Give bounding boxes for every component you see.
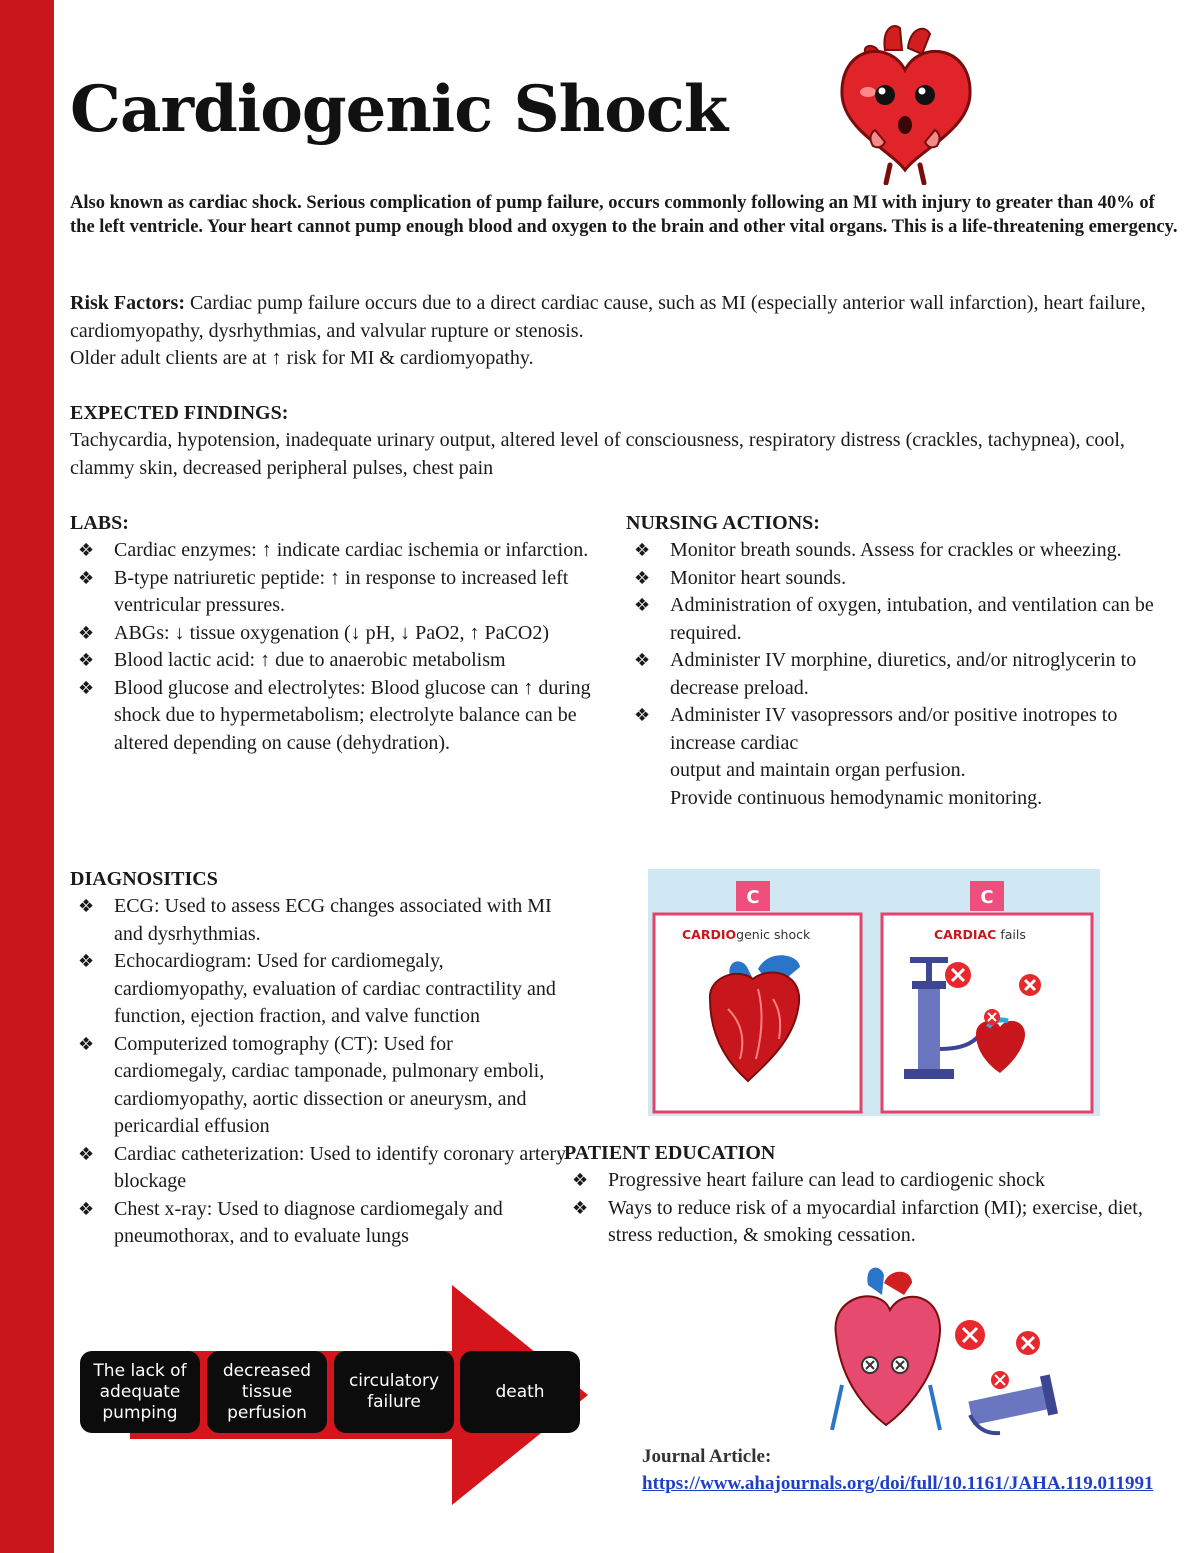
flow-step-3: circulatory failure	[334, 1351, 454, 1433]
labs-section	[70, 510, 630, 757]
patient-education-heading: PATIENT EDUCATION	[564, 1142, 776, 1164]
list-item: ❖ Administer IV morphine, diuretics, and/or nitroglycerin to decrease preload.	[634, 649, 1137, 699]
x-mark-icon	[984, 1009, 1000, 1025]
expected-findings-text: Tachycardia, hypotension, inadequate urinary output, altered level of consciousness, respiratory distress (crackles, tachypnea), cool, clammy skin, decreased peripheral pulses, chest pain	[70, 429, 1125, 479]
diamond-bullet-icon: ❖	[634, 650, 651, 671]
diamond-bullet-icon: ❖	[78, 677, 95, 699]
risk-factors	[70, 290, 1180, 373]
diamond-bullet-icon: ❖	[78, 1198, 95, 1220]
risk-factors-text: Cardiac pump failure occurs due to a direct cardiac cause, such as MI (especially anterior wall infarction), heart failure, cardiomyopathy, dysrhythmias, and valvular rupture or stenosis.	[70, 292, 1146, 342]
diagnostics-section	[70, 866, 570, 1251]
patient-education-section	[564, 1140, 1164, 1250]
list-item: ❖ Blood glucose and electrolytes: Blood glucose can ↑ during shock due to hypermetabolism; electrolyte balance can be altered depending on cause (dehydration).	[78, 676, 591, 754]
left-letter: C	[746, 887, 760, 908]
intro-paragraph: Also known as cardiac shock. Serious complication of pump failure, occurs commonly following an MI with injury to greater than 40% of the left ventricle. Your heart cannot pump enough blood and oxygen to the brain and other vital organs. This is a life-threatening emergency.	[70, 193, 1178, 237]
list-item-continuation: Provide continuous hemodynamic monitoring.	[670, 786, 1043, 809]
list-item: ❖ ECG: Used to assess ECG changes associated with MI and dysrhythmias.	[78, 895, 552, 945]
list-item: ❖ Ways to reduce risk of a myocardial infarction (MI); exercise, diet, stress reduction, & smoking cessation.	[572, 1196, 1143, 1246]
list-item: ❖ Blood lactic acid: ↑ due to anaerobic metabolism	[70, 647, 630, 675]
nursing-actions-section	[626, 510, 1186, 812]
list-item: ❖ Administration of oxygen, intubation, and ventilation can be required.	[634, 594, 1154, 644]
sad-heart-with-pump-illustration	[820, 1265, 1090, 1450]
diamond-bullet-icon: ❖	[634, 540, 651, 561]
diamond-bullet-icon: ❖	[78, 650, 95, 671]
x-mark-icon	[945, 962, 971, 988]
flow-step-4: death	[460, 1351, 580, 1433]
list-item: ❖ Monitor breath sounds. Assess for crackles or wheezing.	[626, 537, 1186, 565]
scared-heart-illustration	[830, 20, 980, 185]
diamond-bullet-icon: ❖	[78, 567, 95, 589]
list-item: ❖ Cardiac enzymes: ↑ indicate cardiac ischemia or infarction.	[70, 537, 630, 565]
diamond-bullet-icon: ❖	[78, 896, 95, 917]
list-item: ❖ Echocardiogram: Used for cardiomegaly, cardiomyopathy, evaluation of cardiac contractility and function, ejection fraction, and valve function	[78, 950, 556, 1027]
labs-heading: LABS:	[70, 512, 129, 534]
journal-link[interactable]: https://www.ahajournals.org/doi/full/10.1161/JAHA.119.011991	[642, 1473, 1154, 1494]
journal-label: Journal Article:	[642, 1446, 772, 1467]
list-item: ❖ Computerized tomography (CT): Used for cardiomegaly, cardiac tamponade, pulmonary emboli, cardiomyopathy, aortic dissection or aneurysm, and pericardial effusion	[78, 1032, 545, 1137]
diamond-bullet-icon: ❖	[572, 1197, 589, 1219]
diamond-bullet-icon: ❖	[634, 595, 651, 616]
svg-text:CARDIOgenic shock	[682, 927, 811, 942]
diamond-bullet-icon: ❖	[78, 1033, 95, 1055]
list-item: ❖ Administer IV vasopressors and/or positive inotropes to increase cardiac	[634, 704, 1118, 754]
diamond-bullet-icon: ❖	[78, 622, 95, 644]
diamond-bullet-icon: ❖	[78, 951, 95, 972]
list-item: ❖ Chest x-ray: Used to diagnose cardiomegaly and pneumothorax, and to evaluate lungs	[78, 1197, 503, 1247]
expected-findings-heading: EXPECTED FINDINGS:	[70, 402, 289, 424]
diamond-bullet-icon: ❖	[634, 567, 651, 589]
diagnostics-heading: DIAGNOSITICS	[70, 868, 218, 890]
risk-factors-label: Risk Factors:	[70, 292, 185, 314]
diamond-bullet-icon: ❖	[78, 540, 95, 561]
diamond-bullet-icon: ❖	[78, 1143, 95, 1165]
left-caption-bold: CARDIO	[682, 927, 737, 942]
expected-findings	[70, 400, 1180, 482]
diamond-bullet-icon: ❖	[572, 1170, 589, 1191]
left-red-bar	[0, 0, 54, 1553]
list-item-continuation: output and maintain organ perfusion.	[670, 759, 966, 781]
flow-step-2: decreased tissue perfusion	[207, 1351, 327, 1433]
left-caption-rest: genic shock	[736, 927, 811, 942]
right-letter: C	[980, 887, 994, 908]
cardio-figure-graphic	[648, 869, 1100, 1116]
nursing-actions-heading: NURSING ACTIONS:	[626, 512, 820, 534]
list-item: ❖ ABGs: ↓ tissue oxygenation (↓ pH, ↓ PaO2, ↑ PaCO2)	[70, 620, 630, 648]
risk-factors-older-adults: Older adult clients are at ↑ risk for MI & cardiomyopathy.	[70, 347, 534, 369]
journal-article	[642, 1443, 1154, 1497]
flow-step-1: The lack of adequate pumping	[80, 1351, 200, 1433]
cardio-figure	[648, 869, 1100, 1116]
svg-text:CARDIAC fails	[934, 927, 1026, 942]
list-item: ❖ Progressive heart failure can lead to cardiogenic shock	[564, 1167, 1164, 1195]
list-item: ❖ B-type natriuretic peptide: ↑ in response to increased left ventricular pressures.	[78, 566, 569, 616]
x-mark-icon	[1019, 974, 1041, 996]
list-item: ❖ Cardiac catheterization: Used to identify coronary artery blockage	[78, 1142, 567, 1192]
list-item: ❖ Monitor heart sounds.	[626, 565, 1186, 593]
page-title: Cardiogenic Shock	[70, 72, 728, 147]
diamond-bullet-icon: ❖	[634, 705, 651, 726]
right-caption-bold: CARDIAC	[934, 927, 997, 942]
right-caption-rest: fails	[996, 927, 1026, 942]
